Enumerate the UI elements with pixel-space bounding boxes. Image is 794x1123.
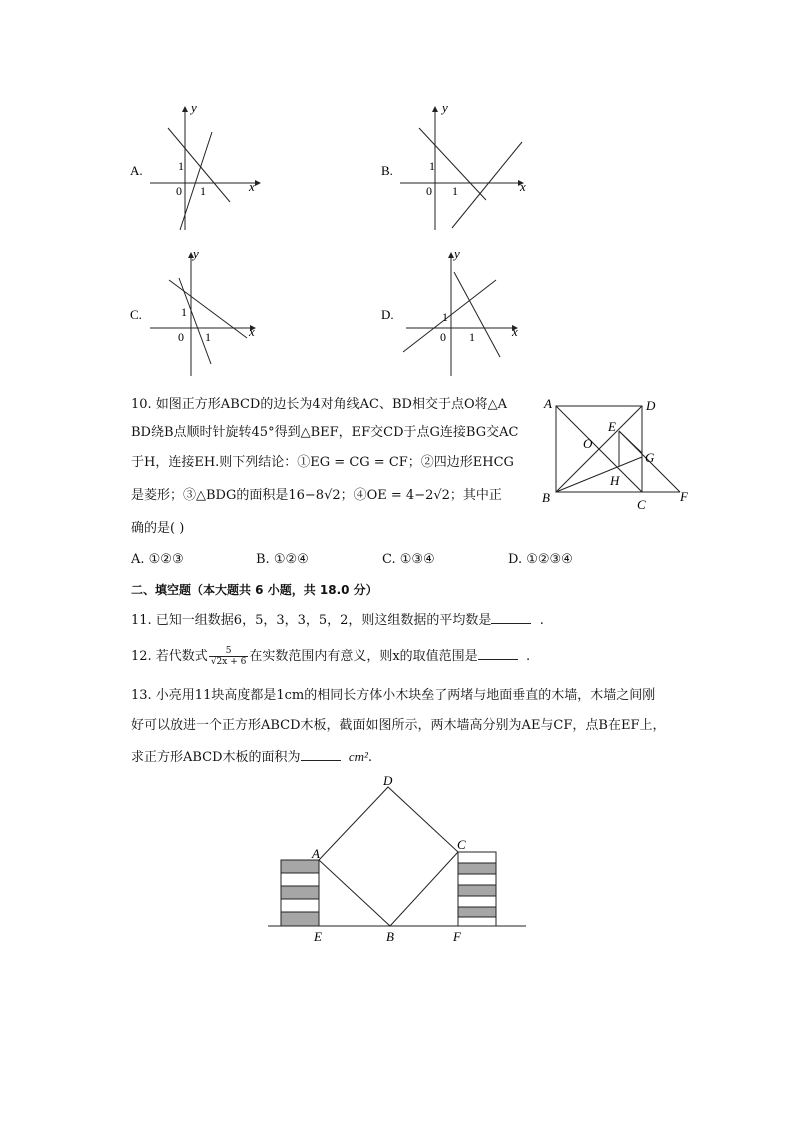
q13-unit: cm² (348, 749, 368, 764)
q13-line-3-text: 求正方形ABCD木板的面积为 (131, 750, 301, 765)
y-axis-label: y (442, 100, 448, 115)
graph-option-d (378, 246, 528, 381)
label-A: A (312, 846, 320, 861)
y-one-label: 1 (442, 310, 448, 324)
q13-line-3 (131, 744, 372, 771)
graph-option-c (125, 246, 265, 381)
q10-line-1: 10. 如图正方形ABCD的边长为4对角线AC、BD相交于点O将△A (131, 397, 507, 412)
graph-option-label: B. (381, 163, 393, 178)
graph-line (403, 280, 496, 352)
x-axis-label: x (249, 324, 255, 339)
q12-end: . (525, 649, 531, 664)
answer-blank (478, 645, 518, 660)
origin-label: 0 (440, 330, 446, 344)
label-B: B (542, 490, 550, 505)
label-E: E (314, 929, 322, 944)
section-heading: 二、填空题（本大题共 6 小题，共 18.0 分） (131, 583, 378, 597)
label-C: C (457, 837, 466, 852)
label-F: F (453, 929, 461, 944)
graph-line (179, 278, 211, 364)
origin-label: 0 (178, 330, 184, 344)
x-axis-label: x (249, 179, 255, 194)
label-C: C (637, 497, 646, 512)
label-A: A (544, 396, 552, 411)
label-B: B (386, 929, 394, 944)
x-one-label: 1 (452, 184, 458, 198)
right-wall (458, 852, 496, 926)
y-one-label: 1 (178, 159, 184, 173)
fraction-numerator: 5 (209, 646, 249, 657)
y-axis-label: y (193, 246, 199, 261)
q12-post: 在实数范围内有意义，则x的取值范围是 (249, 649, 478, 664)
q12 (131, 644, 530, 670)
q10-choice-c: C. ①③④ (382, 552, 435, 567)
label-G: G (645, 450, 655, 465)
graph-line (454, 272, 500, 357)
q10-choice-a: A. ①②③ (131, 552, 184, 567)
answer-blank (491, 609, 531, 624)
graph-line (452, 142, 522, 228)
label-H: H (610, 473, 620, 488)
q13-end: . (367, 750, 373, 765)
graph-option-label: A. (130, 163, 143, 178)
x-one-label: 1 (205, 330, 211, 344)
graph-option-label: D. (381, 307, 394, 322)
graph-option-a (125, 100, 265, 235)
q11 (131, 608, 544, 634)
x-axis-label: x (512, 324, 518, 339)
graph-option-b (378, 100, 538, 235)
q13-line-2: 好可以放进一个正方形ABCD木板，截面如图所示，两木墙高分别为AE与CF，点B在EF上， (131, 718, 666, 733)
q10-line-3: 于H，连接EH.则下列结论：①EG = CG = CF；②四边形EHCG (131, 455, 514, 470)
graph-option-label: C. (130, 307, 142, 322)
q10-line-4: 是菱形；③△BDG的面积是16−8√2；④OE = 4−2√2；其中正 (131, 488, 502, 503)
left-wall (281, 860, 319, 926)
origin-label: 0 (426, 184, 432, 198)
origin-label: 0 (176, 184, 182, 198)
y-one-label: 1 (429, 159, 435, 173)
q13-line-1: 13. 小亮用11块高度都是1cm的相同长方体小木块垒了两堵与地面垂直的木墙，木墙之间刚 (131, 688, 656, 703)
square-abcd (319, 787, 458, 926)
label-O: O (583, 436, 593, 451)
x-axis-label: x (520, 179, 526, 194)
x-one-label: 1 (200, 184, 206, 198)
y-one-label: 1 (181, 305, 187, 319)
label-D: D (646, 398, 656, 413)
y-axis-label: y (191, 100, 197, 115)
q10-line-2: BD绕B点顺时针旋转45°得到△BEF，EF交CD于点G连接BG交AC (131, 425, 519, 440)
label-F: F (680, 489, 688, 504)
q10-line-5: 确的是( ) (131, 521, 185, 536)
q12-fraction (209, 646, 249, 667)
answer-blank (301, 746, 341, 761)
q12-pre: 12. 若代数式 (131, 649, 208, 664)
q13-figure (262, 772, 532, 947)
label-E: E (608, 419, 616, 434)
q11-text: 11. 已知一组数据6，5，3，3，5，2，则这组数据的平均数是 (131, 613, 492, 628)
label-D: D (383, 773, 393, 788)
q11-end: . (539, 613, 544, 628)
q10-choice-b: B. ①②④ (256, 552, 309, 567)
q10-figure (538, 392, 698, 517)
x-one-label: 1 (469, 330, 475, 344)
q10-choice-d: D. ①②③④ (508, 552, 573, 567)
fraction-denominator: √2x + 6 (210, 657, 247, 667)
y-axis-label: y (454, 246, 460, 261)
